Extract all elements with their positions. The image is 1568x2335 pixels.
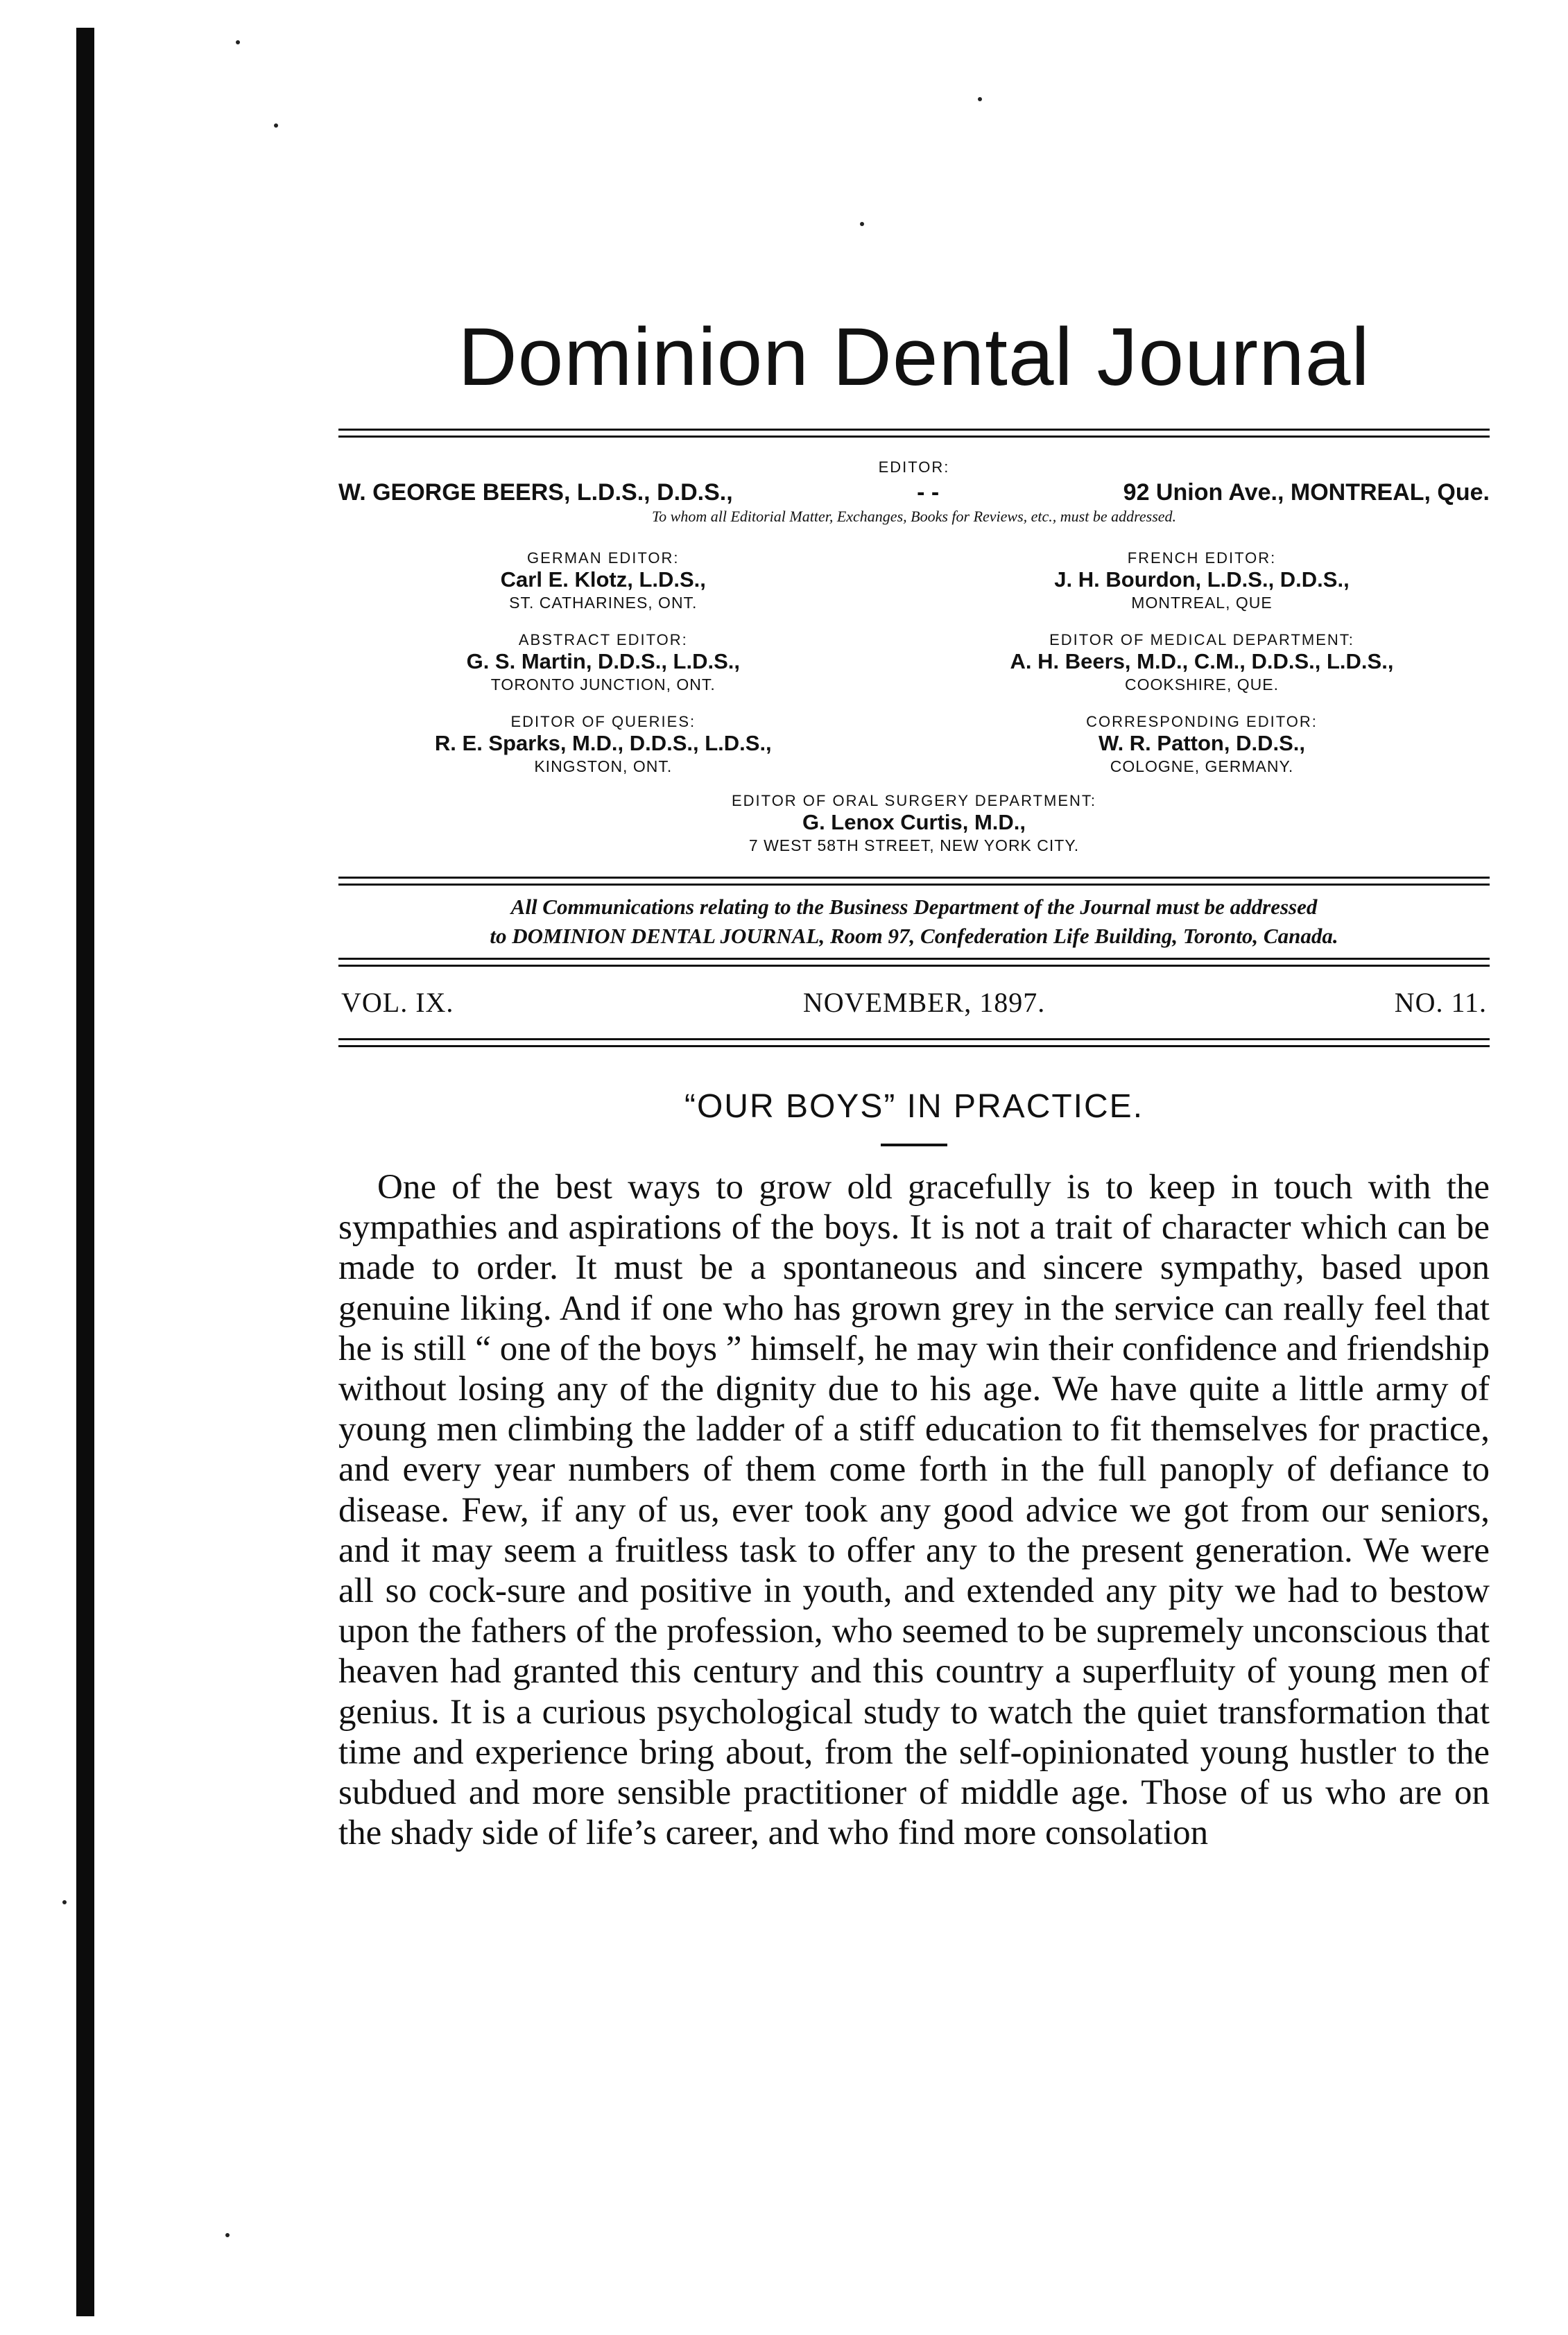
oral-surgery-editor-place: 7 WEST 58TH STREET, NEW YORK CITY. [748,836,1080,854]
chief-editor-row [338,479,1490,506]
french-editor-block [914,549,1490,613]
medical-editor-place: COOKSHIRE, QUE. [1124,675,1280,693]
french-editor-place: MONTREAL, QUE [1131,594,1273,612]
article-title: “OUR BOYS” IN PRACTICE. [684,1088,1144,1125]
business-bottom-rule [338,958,1490,967]
page-speck [225,2233,230,2237]
queries-editor-place: KINGSTON, ONT. [534,757,673,775]
issue-bottom-rule [338,1038,1490,1047]
business-top-rule [338,877,1490,886]
title-rule [881,1144,947,1146]
queries-editor-label: EDITOR OF QUERIES: [510,713,696,730]
binding-edge [76,28,94,2316]
oral-surgery-editor-label: EDITOR OF ORAL SURGERY DEPARTMENT: [731,792,1096,809]
corresponding-editor-name: W. R. Patton, D.D.S., [1099,731,1305,755]
german-editor-label: GERMAN EDITOR: [527,549,680,567]
german-editor-block [338,549,868,613]
queries-editor-block [338,713,868,777]
abstract-editor-place: TORONTO JUNCTION, ONT. [490,675,716,693]
business-notice-line-1: All Communications relating to the Business Department of the Journal must be addressed [510,895,1318,919]
issue-number: NO. 11. [1394,987,1487,1018]
page-speck [978,97,982,101]
chief-editor-address: 92 Union Ave., MONTREAL, Que. [1123,479,1490,506]
page-speck [860,222,864,226]
issue-line [338,967,1490,1038]
queries-editor-name: R. E. Sparks, M.D., D.D.S., L.D.S., [434,731,772,755]
german-editor-name: Carl E. Klotz, L.D.S., [500,567,706,592]
corresponding-editor-place: COLOGNE, GERMANY. [1110,757,1294,775]
oral-surgery-editor-block [338,792,1490,856]
sub-editors-right-column [914,549,1490,795]
issue-date: NOVEMBER, 1897. [802,987,1046,1018]
french-editor-name: J. H. Bourdon, L.D.S., D.D.S., [1054,567,1350,592]
corresponding-editor-label: CORRESPONDING EDITOR: [1086,713,1318,730]
editorial-matter-note: To whom all Editorial Matter, Exchanges, Books for Reviews, etc., must be addressed. [651,508,1177,525]
article-body: One of the best ways to grow old gracefully is to keep in touch with the sympathies and aspirations of the boys. It is not a trait of character which can be made to order. It must be a spontaneous and sincere sympathy, based upon genuine liking. And if one who has grown grey in the service can really feel that he is still “ one of the boys ” himself, he may win their confidence and friendship without losing any of the dignity due to his age. We have quite a little army of young men climbing the ladder of a stiff education to fit themselves for practice, and every year numbers of them come forth in the full panoply of defiance to disease. Few, if any of us, ever took any good advice we got from our seniors, and it may seem a fruitless task to offer any to the present generation. We were all so cock-sure and positive in youth, and extended any pity we had to bestow upon the fathers of the profession, who seemed to be supremely unconscious that heaven had granted this century and this country a superfluity of young men of genius. It is a curious psychological study to watch the quiet transformation that time and experience bring about, from the self-opinionated young hustler to the subdued and more sensible practitioner of middle age. Those of us who are on the shady side of life’s career, and who find more consolation [338,1168,1490,1853]
business-notice [338,886,1490,958]
editor-label: EDITOR: [878,458,950,476]
sub-editors-left-column [338,549,868,795]
business-notice-line-2: to DOMINION DENTAL JOURNAL, Room 97, Confederation Life Building, Toronto, Canada. [490,924,1338,948]
abstract-editor-name: G. S. Martin, D.D.S., L.D.S., [466,649,741,673]
medical-editor-block [914,631,1490,695]
journal-title: Dominion Dental Journal [458,311,1370,403]
medical-editor-label: EDITOR OF MEDICAL DEPARTMENT: [1049,631,1354,648]
oral-surgery-editor-name: G. Lenox Curtis, M.D., [802,810,1026,834]
french-editor-label: FRENCH EDITOR: [1127,549,1277,567]
chief-editor-separator: - - [917,479,940,506]
abstract-editor-label: ABSTRACT EDITOR: [518,631,688,648]
german-editor-place: ST. CATHARINES, ONT. [509,594,698,612]
medical-editor-name: A. H. Beers, M.D., C.M., D.D.S., L.D.S., [1010,649,1394,673]
chief-editor-name: W. GEORGE BEERS, L.D.S., D.D.S., [338,479,733,506]
sub-editors-grid [338,549,1490,795]
page-speck [62,1900,67,1904]
page-speck [236,40,240,44]
page-speck [274,123,278,128]
masthead-rule [338,429,1490,438]
journal-page [338,305,1490,1853]
abstract-editor-block [338,631,868,695]
issue-volume: VOL. IX. [341,987,454,1018]
corresponding-editor-block [914,713,1490,777]
